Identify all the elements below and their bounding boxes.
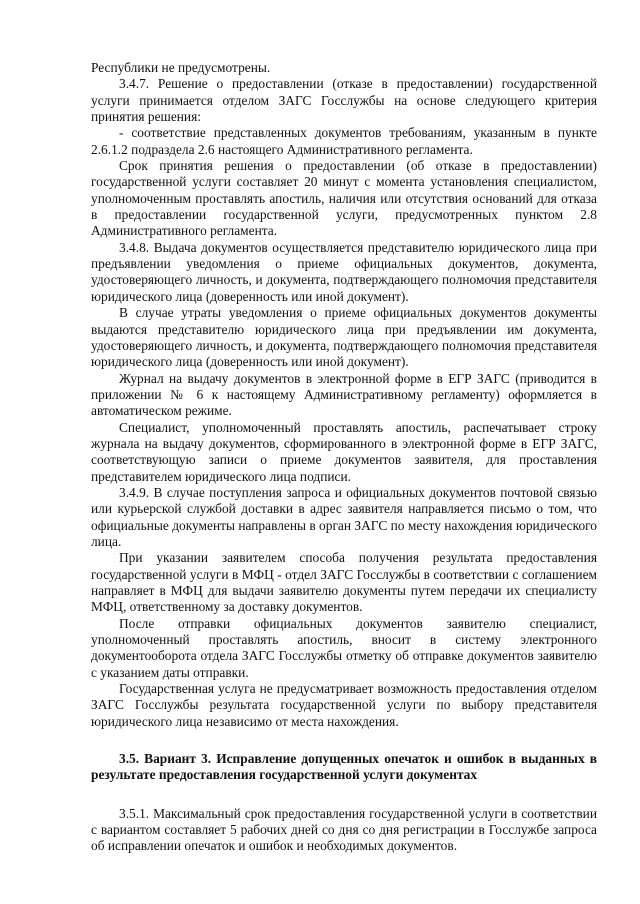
paragraph: 3.4.7. Решение о предоставлении (отказе в предоставлении) государственной услуги принимается отделом ЗАГС Госслужбы на основе следующего критерия принятия решения: bbox=[91, 76, 597, 125]
document-body bbox=[91, 60, 597, 855]
paragraph: Республики не предусмотрены. bbox=[91, 60, 271, 75]
paragraph: При указании заявителем способа получения результата предоставления государственной услуги в МФЦ - отдел ЗАГС Госслужбы в соответствии с соглашением направляет в МФЦ для выдачи заявителю документы путем передачи их специалисту МФЦ, ответственному за доставку документов. bbox=[91, 550, 597, 615]
section-heading: 3.5. Вариант 3. Исправление допущенных опечаток и ошибок в выданных в результате предоставления государственной услуги документах bbox=[91, 751, 597, 783]
paragraph: В случае утраты уведомления о приеме официальных документов документы выдаются представителю юридического лица при предъявлении им документа, удостоверяющего личность, и документа, подтверждающего полномочия представителя юридического лица (доверенность или иной документ). bbox=[91, 305, 597, 370]
paragraph: Журнал на выдачу документов в электронной форме в ЕГР ЗАГС (приводится в приложении № 6 к настоящему Административному регламенту) оформляется в автоматическом режиме. bbox=[91, 370, 597, 419]
paragraph: - соответствие представленных документов требованиям, указанным в пункте 2.6.1.2 подраздела 2.6 настоящего Административного регламента. bbox=[91, 125, 597, 157]
paragraph: После отправки официальных документов заявителю специалист, уполномоченный проставлять апостиль, вносит в систему электронного документооборота отдела ЗАГС Госслужбы отметку об отправке документов заявителю с указанием даты отправки. bbox=[91, 615, 597, 680]
paragraph: 3.4.8. Выдача документов осуществляется представителю юридического лица при предъявлении уведомления о приеме официальных документов, документа, удостоверяющего личность, и документа, подтверждающего полномочия представителя юридического лица (доверенность или иной документ). bbox=[91, 239, 597, 304]
paragraph: Государственная услуга не предусматривает возможность предоставления отделом ЗАГС Госслужбы результата государственной услуги по выбору представителя юридического лица независимо от места нахождения. bbox=[91, 681, 597, 729]
paragraph: 3.5.1. Максимальный срок предоставления государственной услуги в соответствии с вариантом составляет 5 рабочих дней со дня со дня регистрации в Госслужбе запроса об исправлении опечаток и ошибок и необходимых документов. bbox=[91, 805, 597, 854]
paragraph: 3.4.9. В случае поступления запроса и официальных документов почтовой связью или курьерской службой доставки в адрес заявителя направляется письмо о том, что официальные документы направлены в орган ЗАГС по месту нахождения юридического лица. bbox=[91, 484, 597, 549]
paragraph: Срок принятия решения о предоставлении (об отказе в предоставлении) государственной услуги составляет 20 минут с момента установления специалистом, уполномоченным проставлять апостиль, наличия или отсутствия оснований для отказа в предоставлении государственной услуги, предусмотренных пунктом 2.8 Административного регламента. bbox=[91, 158, 597, 239]
paragraph: Специалист, уполномоченный проставлять апостиль, распечатывает строку журнала на выдачу документов, сформированного в электронной форме в ЕГР ЗАГС, соответствующую записи о приеме документов заявителя, для проставления представителем юридического лица подписи. bbox=[91, 419, 597, 484]
